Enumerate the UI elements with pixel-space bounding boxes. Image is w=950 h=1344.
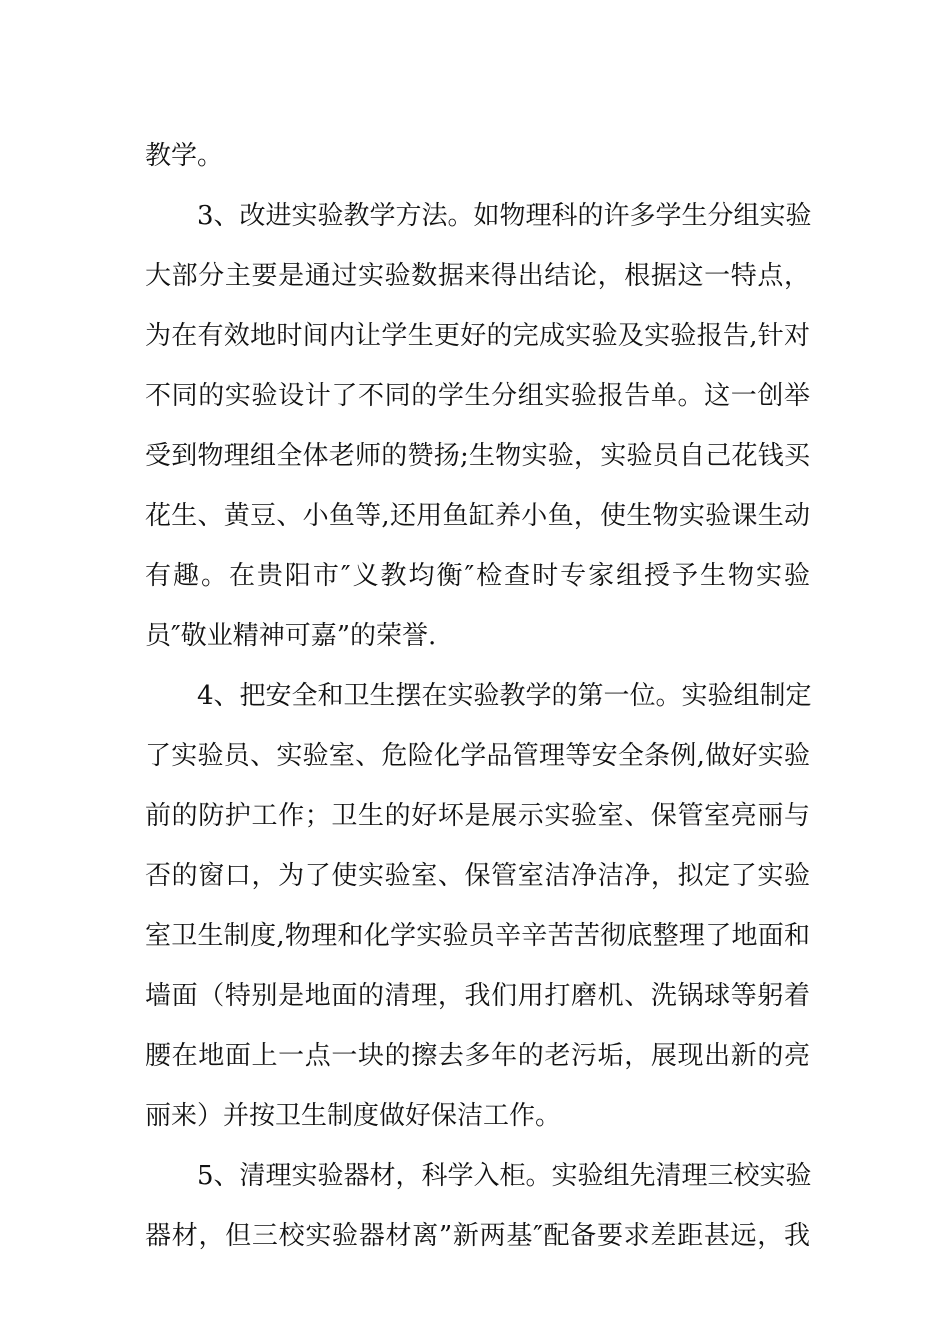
text-line: 有趣。在贵阳市″义教均衡″检查时专家组授予生物实验 [145,561,810,591]
text-line: 教学。 [145,141,224,171]
text-line: 为在有效地时间内让学生更好的完成实验及实验报告,针对 [145,321,810,351]
body-text [145,126,810,1266]
text-line: 器材，但三校实验器材离”新两基″配备要求差距甚远，我 [145,1221,810,1251]
text-line: 丽来）并按卫生制度做好保洁工作。 [145,1101,562,1131]
text-line: 腰在地面上一点一块的擦去多年的老污垢，展现出新的亮 [145,1041,810,1071]
text-line: 不同的实验设计了不同的学生分组实验报告单。这一创举 [145,381,810,411]
text-line: 墙面（特别是地面的清理，我们用打磨机、洗锅球等躬着 [145,981,810,1011]
paragraph-3-start: 3、改进实验教学方法。如物理科的许多学生分组实验 [197,201,812,231]
paragraph-5-start: 5、清理实验器材，科学入柜。实验组先清理三校实验 [197,1161,812,1191]
text-line: 受到物理组全体老师的赞扬;生物实验，实验员自己花钱买 [145,441,810,471]
text-line: 员″敬业精神可嘉”的荣誉. [145,621,437,651]
text-line: 了实验员、实验室、危险化学品管理等安全条例,做好实验 [145,741,810,771]
text-line: 否的窗口，为了使实验室、保管室洁净洁净，拟定了实验 [145,861,810,891]
text-line: 大部分主要是通过实验数据来得出结论，根据这一特点， [145,261,810,291]
text-line: 花生、黄豆、小鱼等,还用鱼缸养小鱼，使生物实验课生动 [145,501,810,531]
paragraph-4-start: 4、把安全和卫生摆在实验教学的第一位。实验组制定 [197,681,812,711]
text-line: 室卫生制度,物理和化学实验员辛辛苦苦彻底整理了地面和 [145,921,810,951]
text-line: 前的防护工作；卫生的好坏是展示实验室、保管室亮丽与 [145,801,810,831]
